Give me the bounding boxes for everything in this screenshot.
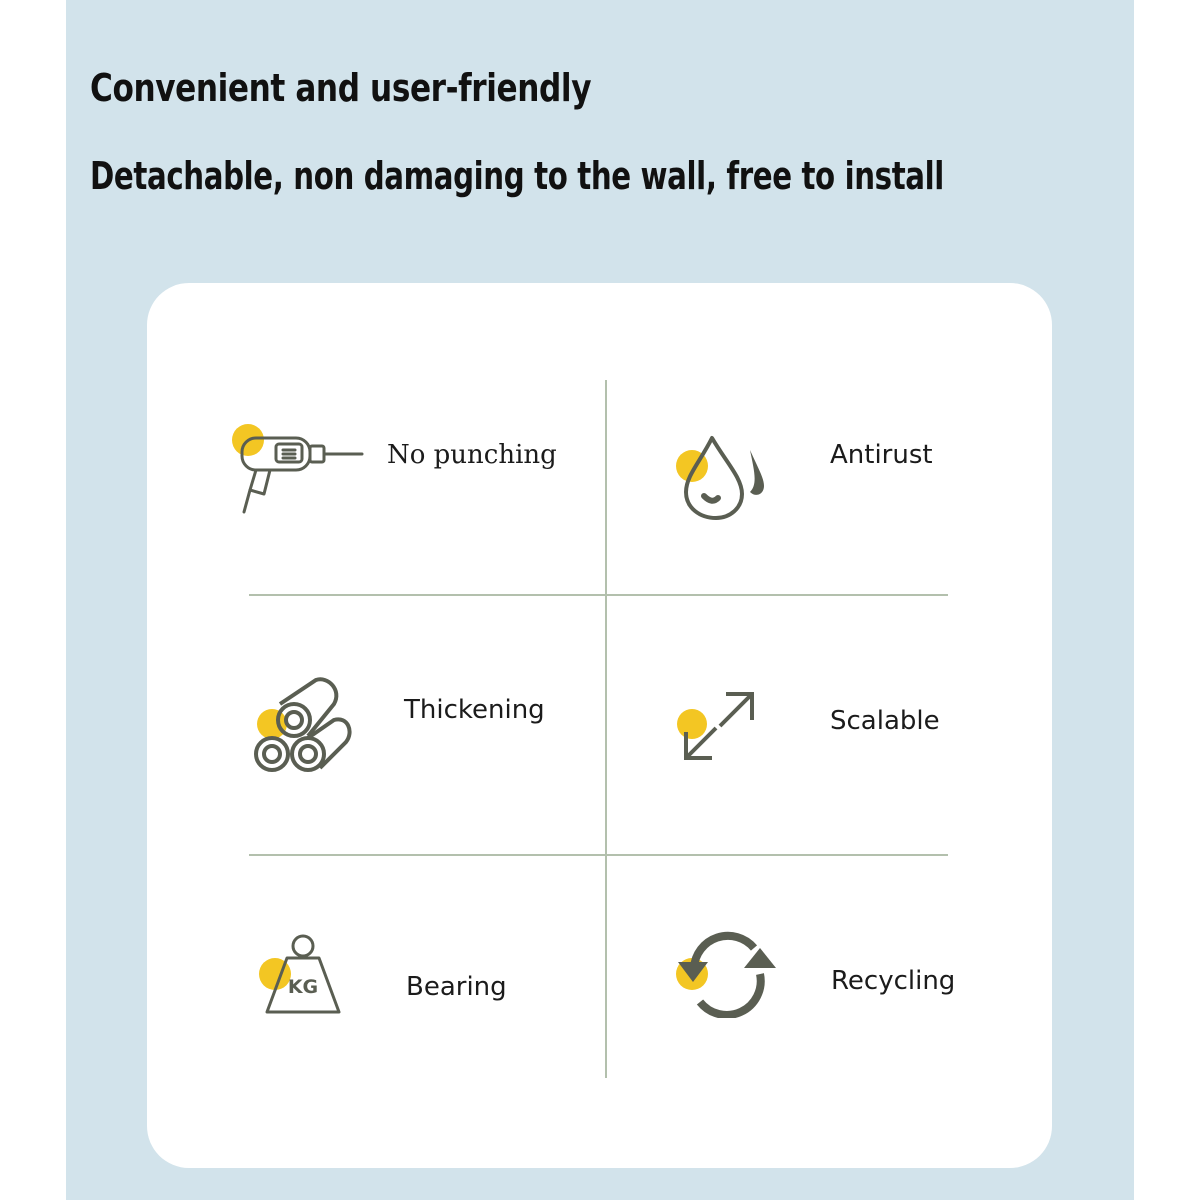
feature-label-no-punching: No punching: [387, 440, 557, 470]
horizontal-divider-bottom: [249, 854, 948, 856]
rolls-icon: [250, 676, 354, 776]
drill-icon: [228, 422, 368, 518]
feature-label-recycling: Recycling: [831, 966, 956, 996]
weight-icon: [255, 934, 345, 1018]
horizontal-divider-top: [249, 594, 948, 596]
feature-label-antirust: Antirust: [830, 440, 933, 470]
feature-label-thickening: Thickening: [404, 695, 545, 725]
water-drop-icon: [672, 432, 774, 524]
vertical-divider: [605, 380, 607, 1078]
recycle-icon: [674, 928, 780, 1018]
feature-label-bearing: Bearing: [406, 972, 507, 1002]
weight-icon-text: KG: [287, 976, 319, 998]
headline: Convenient and user-friendly: [90, 66, 592, 110]
feature-label-scalable: Scalable: [830, 706, 940, 736]
expand-arrows-icon: [676, 690, 756, 762]
subheadline: Detachable, non damaging to the wall, free to install: [90, 154, 944, 198]
